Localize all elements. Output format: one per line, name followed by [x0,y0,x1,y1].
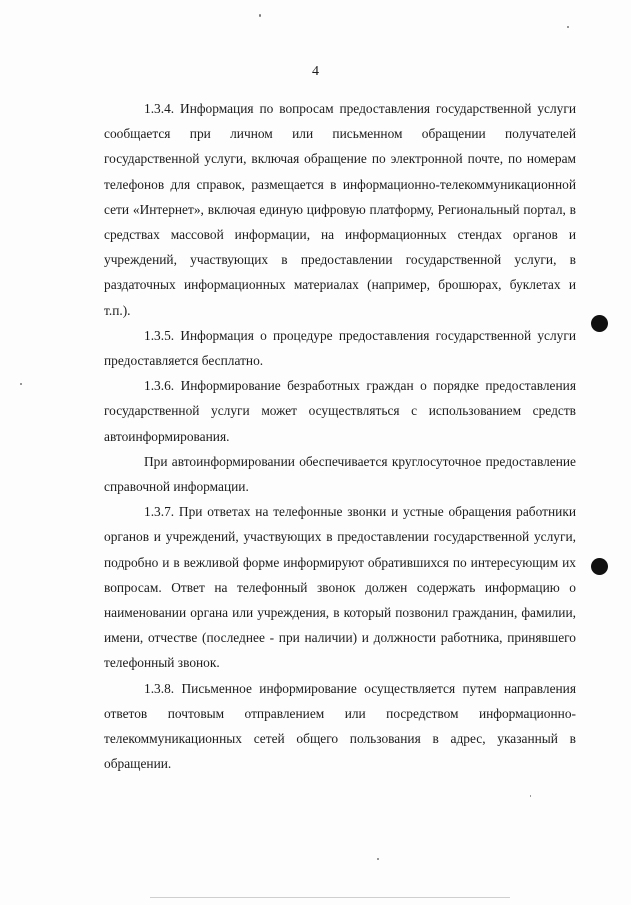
paragraph-1-3-6: 1.3.6. Информирование безработных граждан о порядке предоставления государственной услуги может осуществляться с использованием средств автоинформирования. [104,378,576,444]
scan-edge-line [150,897,510,898]
scan-speck [567,26,569,28]
scan-speck [530,795,531,797]
punch-hole-bottom [591,558,608,575]
punch-hole-top [591,315,608,332]
paragraph-autoinforming: При автоинформировании обеспечивается круглосуточное предоставление справочной информации. [104,453,576,495]
scan-speck [20,383,22,385]
paragraph-1-3-7: 1.3.7. При ответах на телефонные звонки и устные обращения работники органов и учреждений, участвующих в предоставлении государственной услуги, подробно и в вежливой форме информируют обратившихся по интересующим их вопросам. Ответ на телефонный звонок должен содержать информацию о наименовании органа или учреждения, в который позвонил гражданин, фамилии, имени, отчестве (последнее - при наличии) и должности работника, принявшего телефонный звонок. [104,504,576,671]
document-body [104,96,576,776]
paragraph-1-3-5: 1.3.5. Информация о процедуре предоставления государственной услуги предоставляется бесплатно. [104,327,576,369]
paragraph-1-3-8: 1.3.8. Письменное информирование осуществляется путем направления ответов почтовым отправлением или посредством информационно-телекоммуникационных сетей общего пользования в адрес, указанный в обращении. [104,680,576,772]
paragraph-1-3-4: 1.3.4. Информация по вопросам предоставления государственной услуги сообщается при личном или письменном обращении получателей государственной услуги, включая обращение по электронной почте, по номерам телефонов для справок, размещается в информационно-телекоммуникационной сети «Интернет», включая единую цифровую платформу, Региональный портал, в средствах массовой информации, на информационных стендах органов и учреждений, участвующих в предоставлении государственной услуги, в раздаточных информационных материалах (например, брошюрах, буклетах и т.п.). [104,101,576,318]
scan-speck [377,858,379,860]
page-number: 4 [312,64,319,79]
scan-speck [259,14,261,17]
